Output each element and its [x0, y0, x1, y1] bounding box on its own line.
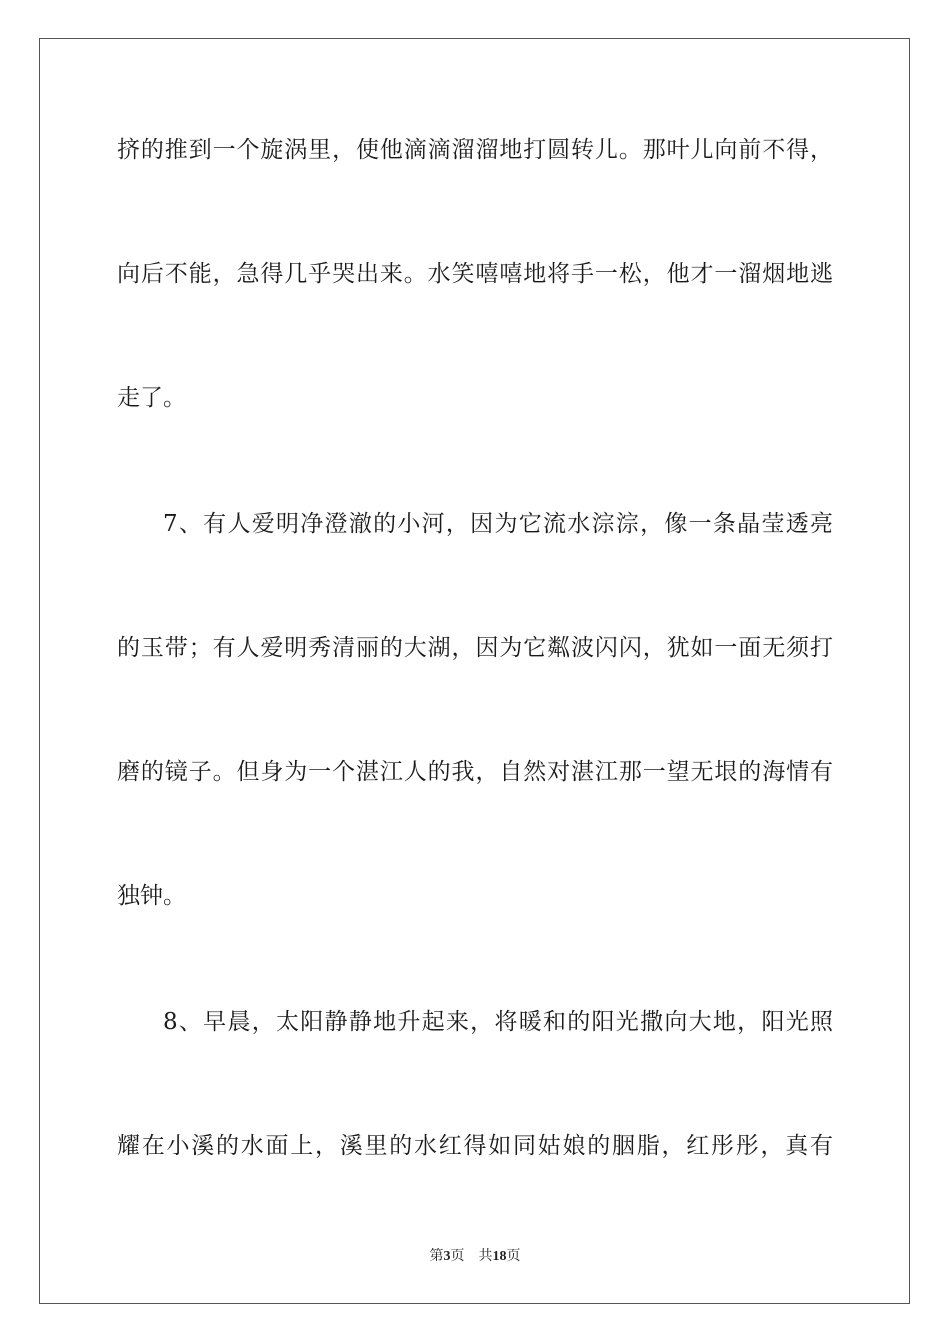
page-border	[39, 38, 910, 1304]
footer-page-prefix: 第	[429, 1249, 444, 1264]
footer-total-suffix: 页	[506, 1249, 521, 1264]
text-line-4: 7、有人爱明净澄澈的小河，因为它流水淙淙，像一条晶莹透亮	[163, 511, 833, 537]
text-line-2: 向后不能，急得几乎哭出来。水笑嘻嘻地将手一松，他才一溜烟地逃	[117, 261, 833, 287]
footer-page-suffix: 页	[450, 1249, 465, 1264]
text-line-9: 耀在小溪的水面上，溪里的水红得如同姑娘的胭脂，红彤彤，真有	[117, 1133, 833, 1159]
text-line-8: 8、早晨，太阳静静地升起来，将暖和的阳光撒向大地，阳光照	[163, 1009, 833, 1035]
footer-total-prefix: 共	[478, 1249, 493, 1264]
text-line-1: 挤的推到一个旋涡里，使他滴滴溜溜地打圆转儿。那叶儿向前不得，	[117, 137, 833, 163]
text-line-6: 磨的镜子。但身为一个湛江人的我，自然对湛江那一望无垠的海情有	[117, 759, 833, 785]
page-footer	[0, 1248, 950, 1266]
text-line-5: 的玉带；有人爱明秀清丽的大湖，因为它粼波闪闪，犹如一面无须打	[117, 635, 833, 661]
footer-page-total: 18	[492, 1249, 507, 1264]
text-line-7: 独钟。	[117, 883, 186, 909]
text-line-3: 走了。	[117, 385, 186, 411]
footer-page-current: 3	[443, 1249, 451, 1264]
